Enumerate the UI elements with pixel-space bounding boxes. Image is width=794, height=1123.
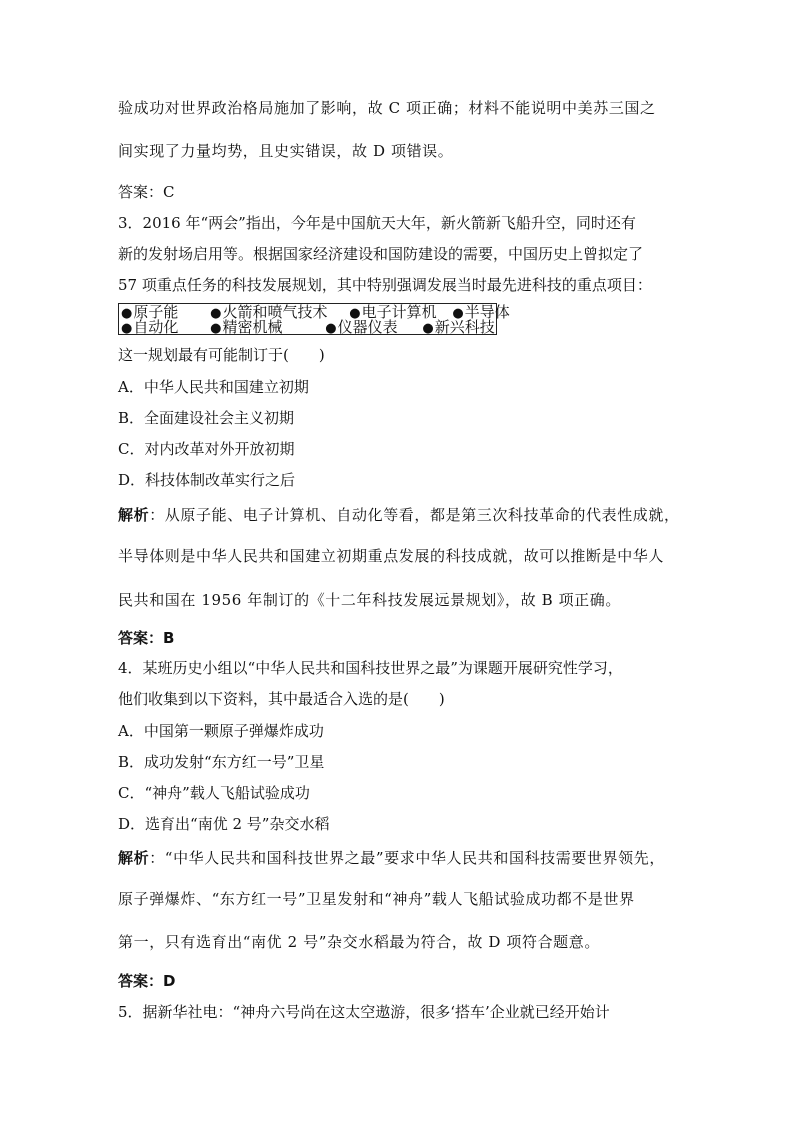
project-item: 精密机械 xyxy=(222,318,283,336)
answer-label: 答案：D xyxy=(118,972,176,990)
question-stem-line: 5．据新华社电：“神舟六号尚在这太空遨游，很多‘搭车’企业就已经开始计 xyxy=(118,1003,610,1021)
analysis-line xyxy=(118,505,678,525)
paragraph-line: 间实现了力量均势，且史实错误，故 D 项错误。 xyxy=(118,142,454,160)
bullet-icon: ● xyxy=(121,306,133,321)
option-c: C．对内改革对外开放初期 xyxy=(118,440,295,458)
analysis-text: ：从原子能、电子计算机、自动化等看，都是第三次科技革命的代表性成就， xyxy=(149,506,680,524)
analysis-line: 民共和国在 1956 年制订的《十二年科技发展远景规划》，故 B 项正确。 xyxy=(118,591,621,609)
key-projects-row-2 xyxy=(121,319,495,337)
analysis-line: 半导体则是中华人民共和国建立初期重点发展的科技成就，故可以推断是中华人 xyxy=(118,547,665,565)
project-item: 半导体 xyxy=(464,303,510,321)
bullet-icon: ● xyxy=(349,306,361,321)
answer-line: 答案：C xyxy=(118,183,175,201)
analysis-line: 第一，只有选育出“南优 2 号”杂交水稻最为符合，故 D 项符合题意。 xyxy=(118,933,600,951)
analysis-line: 原子弹爆炸、“东方红一号”卫星发射和“神舟”载人飞船试验成功都不是世界 xyxy=(118,890,635,908)
bullet-icon: ● xyxy=(422,321,434,336)
question-stem-line: 3．2016 年“两会”指出，今年是中国航天大年，新火箭新飞船升空，同时还有 xyxy=(118,214,636,232)
question-stem-line: 他们收集到以下资料，其中最适合入选的是( ) xyxy=(118,690,445,708)
question-stem-line: 57 项重点任务的科技发展规划，其中特别强调发展当时最先进科技的重点项目： xyxy=(118,276,652,294)
key-projects-box xyxy=(118,303,510,336)
analysis-line xyxy=(118,848,678,868)
question-stem-line: 新的发射场启用等。根据国家经济建设和国防建设的需要，中国历史上曾拟定了 xyxy=(118,245,644,263)
bullet-icon: ● xyxy=(452,306,464,321)
answer-label: 答案：B xyxy=(118,629,175,647)
option-d: D．选育出“南优 2 号”杂交水稻 xyxy=(118,815,330,833)
project-item: 自动化 xyxy=(133,318,179,336)
question-stem-line: 4．某班历史小组以“中华人民共和国科技世界之最”为课题开展研究性学习， xyxy=(118,659,623,677)
project-item: 火箭和喷气技术 xyxy=(222,303,328,321)
project-item: 仪器仪表 xyxy=(337,318,398,336)
answer-line xyxy=(118,971,678,991)
bullet-icon: ● xyxy=(210,321,222,336)
project-item: 原子能 xyxy=(133,303,179,321)
option-c: C．“神舟”载人飞船试验成功 xyxy=(118,784,310,802)
project-item: 电子计算机 xyxy=(361,303,437,321)
answer-line xyxy=(118,628,678,648)
analysis-label: 解析 xyxy=(118,849,150,867)
bullet-icon: ● xyxy=(210,306,222,321)
analysis-text: ：“中华人民共和国科技世界之最”要求中华人民共和国科技需要世界领先， xyxy=(149,849,665,867)
analysis-label: 解析 xyxy=(118,506,150,524)
question-prompt: 这一规划最有可能制订于( ) xyxy=(118,346,325,364)
option-b: B．成功发射“东方红一号”卫星 xyxy=(118,753,325,771)
bullet-icon: ● xyxy=(121,321,133,336)
paragraph-line: 验成功对世界政治格局施加了影响，故 C 项正确；材料不能说明中美苏三国之 xyxy=(118,99,656,117)
option-b: B．全面建设社会主义初期 xyxy=(118,409,295,427)
option-a: A．中国第一颗原子弹爆炸成功 xyxy=(118,722,324,740)
option-d: D．科技体制改革实行之后 xyxy=(118,471,296,489)
bullet-icon: ● xyxy=(325,321,337,336)
option-a: A．中华人民共和国建立初期 xyxy=(118,378,309,396)
project-item: 新兴科技 xyxy=(434,318,495,336)
